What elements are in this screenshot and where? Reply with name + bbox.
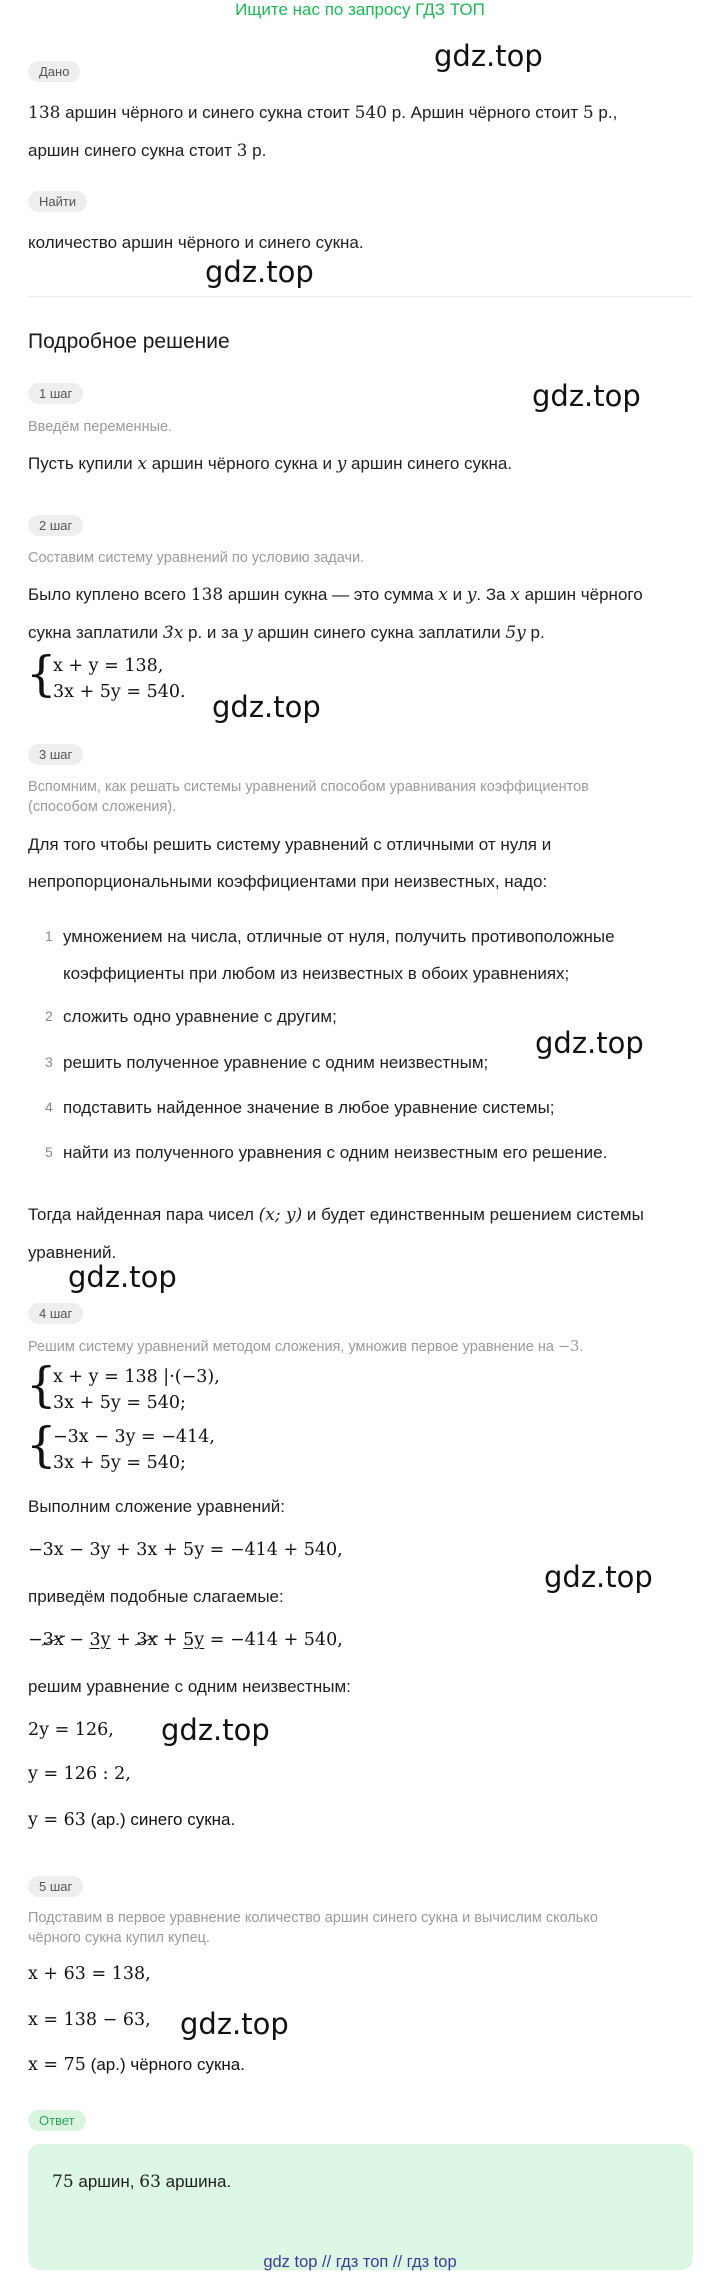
step-4-label: приведём подобные слагаемые: — [28, 1587, 284, 1606]
list-item: подставить найденное значение в любое уравнение системы; — [63, 1098, 555, 1117]
step-3-text: Для того чтобы решить систему уравнений с отличными от нуля и непропорциональными коэффициентами при неизвестных, надо: — [28, 835, 552, 891]
list-item: умножением на числа, отличные от нуля, получить противоположные коэффициенты при любом из неизвестных в обоих уравнениях; — [63, 927, 615, 983]
equation-reduced: −3x − 3y + 3x + 5y = −414 + 540, — [28, 1630, 343, 1650]
watermark: gdz.top — [544, 1560, 653, 1594]
given-text: 138 аршин чёрного и синего сукна стоит 540 р. Аршин чёрного стоит 5 р., аршин синего сукна стоит 3 р. — [28, 103, 618, 161]
watermark: gdz.top — [532, 379, 641, 413]
step-2-text: Было куплено всего 138 аршин сукна — это сумма x и y. За x аршин чёрного сукна заплатили 3x р. и за y аршин синего сукна заплатили 5y р. — [28, 585, 643, 643]
list-item-number: 5 — [45, 1144, 53, 1160]
list-item-number: 3 — [45, 1054, 53, 1070]
equation: y = 126 : 2, — [28, 1764, 131, 1784]
step-4-label: решим уравнение с одним неизвестным: — [28, 1677, 351, 1696]
watermark: gdz.top — [161, 1713, 270, 1747]
step-2-pill: 2 шаг — [28, 515, 83, 536]
watermark: gdz.top — [434, 39, 543, 73]
list-item: найти из полученного уравнения с одним неизвестным его решение. — [63, 1143, 608, 1162]
step-3-hint: Вспомним, как решать системы уравнений способом уравнивания коэффициентов (способом сложения). — [28, 779, 589, 815]
step-5-hint: Подставим в первое уравнение количество аршин синего сукна и вычислим сколько чёрного сукна купил купец. — [28, 1910, 598, 1946]
step-5-pill: 5 шаг — [28, 1876, 83, 1897]
answer-pill: Ответ — [28, 2110, 86, 2131]
list-item-number: 1 — [45, 928, 53, 944]
top-banner: Ищите нас по запросу ГДЗ ТОП — [235, 0, 485, 19]
step-3-conclusion: Тогда найденная пара чисел (x; y) и будет единственным решением системы уравнений. — [28, 1205, 644, 1262]
list-item: сложить одно уравнение с другим; — [63, 1007, 337, 1026]
watermark: gdz.top — [180, 2007, 289, 2041]
equation: y = 63 (ар.) синего сукна. — [28, 1810, 236, 1830]
find-text: количество аршин чёрного и синего сукна. — [28, 233, 364, 252]
watermark: gdz.top — [212, 690, 321, 724]
footer-links[interactable]: gdz top // гдз топ // гдз top — [263, 2253, 457, 2271]
find-pill: Найти — [28, 191, 87, 212]
watermark: gdz.top — [535, 1026, 644, 1060]
given-pill: Дано — [28, 61, 80, 82]
step-1-hint: Введём переменные. — [28, 419, 173, 435]
step-4-label: Выполним сложение уравнений: — [28, 1497, 286, 1516]
step-1-pill: 1 шаг — [28, 383, 83, 404]
watermark: gdz.top — [68, 1260, 177, 1294]
list-item-number: 2 — [45, 1008, 53, 1024]
list-item-number: 4 — [45, 1099, 53, 1115]
divider — [28, 296, 693, 297]
step-4-hint: Решим систему уравнений методом сложения, умножив первое уравнение на −3. — [28, 1339, 584, 1355]
equation: 2y = 126, — [28, 1720, 114, 1740]
watermark: gdz.top — [205, 255, 314, 289]
equation: x + 63 = 138, — [28, 1964, 151, 1984]
step-2-hint: Составим систему уравнений по условию задачи. — [28, 550, 365, 566]
answer-box — [28, 2144, 693, 2270]
list-item: решить полученное уравнение с одним неизвестным; — [63, 1053, 489, 1072]
answer-text: 75 аршин, 63 аршина. — [52, 2172, 232, 2192]
step-4-pill: 4 шаг — [28, 1303, 83, 1324]
equation: x = 75 (ар.) чёрного сукна. — [28, 2055, 245, 2075]
step-1-text: Пусть купили x аршин чёрного сукна и y аршин синего сукна. — [28, 454, 513, 474]
equation: x = 138 − 63, — [28, 2010, 151, 2030]
step-3-pill: 3 шаг — [28, 744, 83, 765]
equation: −3x − 3y + 3x + 5y = −414 + 540, — [28, 1540, 343, 1560]
solution-title: Подробное решение — [28, 330, 230, 353]
